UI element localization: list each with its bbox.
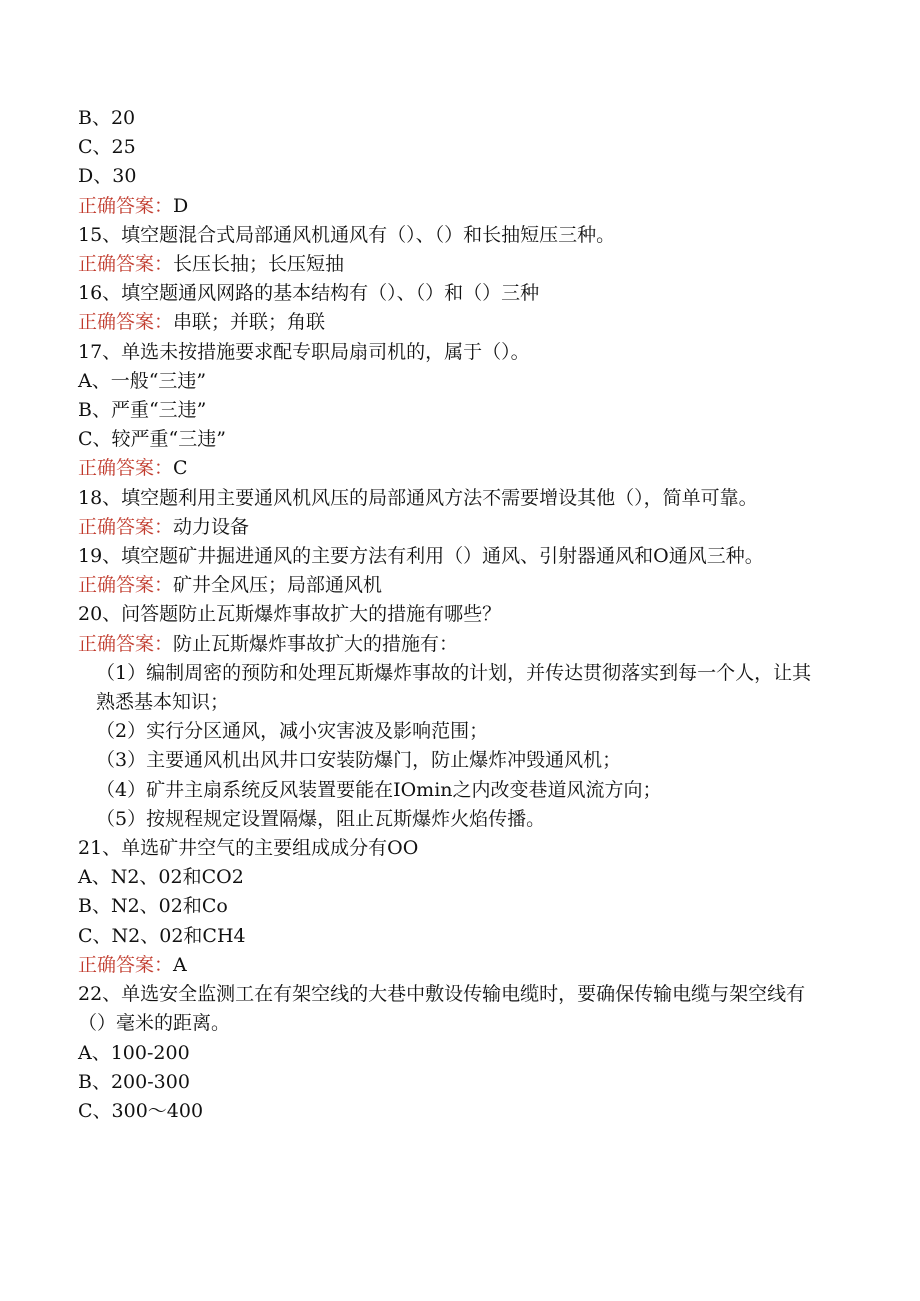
option-text: C、较严重“三违” (78, 428, 226, 451)
answer-detail-text: （2）实行分区通风，减小灾害波及影响范围； (96, 720, 489, 743)
answer-label: 正确答案： (78, 515, 174, 538)
answer-line (78, 308, 823, 337)
answer-label: 正确答案： (78, 953, 174, 976)
answer-text: 串联；并联；角联 (173, 311, 326, 334)
question-text: 15、填空题混合式局部通风机通风有（）、（）和长抽短压三种。 (78, 223, 616, 246)
answer-text: 长压长抽；长压短抽 (173, 253, 345, 276)
answer-line (78, 571, 823, 600)
answer-detail-text: （5）按规程规定设置隔爆，阻止瓦斯爆炸火焰传播。 (96, 807, 546, 830)
answer-text: 动力设备 (173, 515, 250, 538)
question-text: 21、单选矿井空气的主要组成成分有OO (78, 837, 419, 860)
option-text: C、300～400 (78, 1099, 204, 1122)
answer-text: 矿井全风压；局部通风机 (173, 574, 383, 597)
question-text: 17、单选未按措施要求配专职局扇司机的，属于（）。 (78, 340, 530, 363)
answer-label: 正确答案： (78, 311, 174, 334)
question-list (78, 104, 823, 1126)
answer-label: 正确答案： (78, 574, 174, 597)
option-text: B、200-300 (78, 1070, 190, 1093)
option-text: C、25 (78, 136, 136, 159)
option-text: C、N2、02和CH4 (78, 924, 246, 947)
answer-line (78, 951, 823, 980)
question-text: 22、单选安全监测工在有架空线的大巷中敷设传输电缆时，要确保传输电缆与架空线有（）毫米的距离。 (78, 983, 806, 1035)
option-text: B、20 (78, 107, 136, 129)
option-text: A、一般“三违” (78, 369, 207, 392)
answer-label: 正确答案： (78, 194, 174, 217)
answer-detail-text: （1）编制周密的预防和处理瓦斯爆炸事故的计划，并传达贯彻落实到每一个人，让其熟悉基本知识； (96, 661, 812, 714)
question-text: 16、填空题通风网路的基本结构有（）、（）和（）三种 (78, 282, 540, 305)
option-text: A、100-200 (78, 1041, 190, 1064)
question-text: 20、问答题防止瓦斯爆炸事故扩大的措施有哪些？ (78, 603, 502, 626)
answer-text: D (173, 194, 189, 217)
answer-label: 正确答案： (78, 253, 174, 276)
answer-line (78, 513, 823, 542)
answer-detail-text: （4）矿井主扇系统反风装置要能在IOmin之内改变巷道风流方向； (96, 778, 662, 801)
answer-text: A (173, 953, 187, 976)
answer-label: 正确答案： (78, 632, 174, 655)
answer-detail-text: （3）主要通风机出风井口安装防爆门，防止爆炸冲毁通风机； (96, 749, 622, 772)
answer-line (78, 454, 823, 483)
option-text: D、30 (78, 165, 137, 188)
answer-line (78, 192, 823, 221)
option-text: A、N2、02和CO2 (78, 866, 244, 889)
answer-text: 防止瓦斯爆炸事故扩大的措施有： (173, 632, 459, 655)
answer-line (78, 250, 823, 279)
option-text: B、N2、02和Co (78, 895, 228, 918)
answer-line (78, 630, 823, 659)
option-text: B、严重“三违” (78, 399, 207, 422)
question-text: 18、填空题利用主要通风机风压的局部通风方法不需要增设其他（），简单可靠。 (78, 486, 758, 509)
answer-text: C (173, 457, 188, 480)
answer-label: 正确答案： (78, 457, 174, 480)
question-text: 19、填空题矿井掘进通风的主要方法有利用（）通风、引射器通风和O通风三种。 (78, 545, 764, 568)
